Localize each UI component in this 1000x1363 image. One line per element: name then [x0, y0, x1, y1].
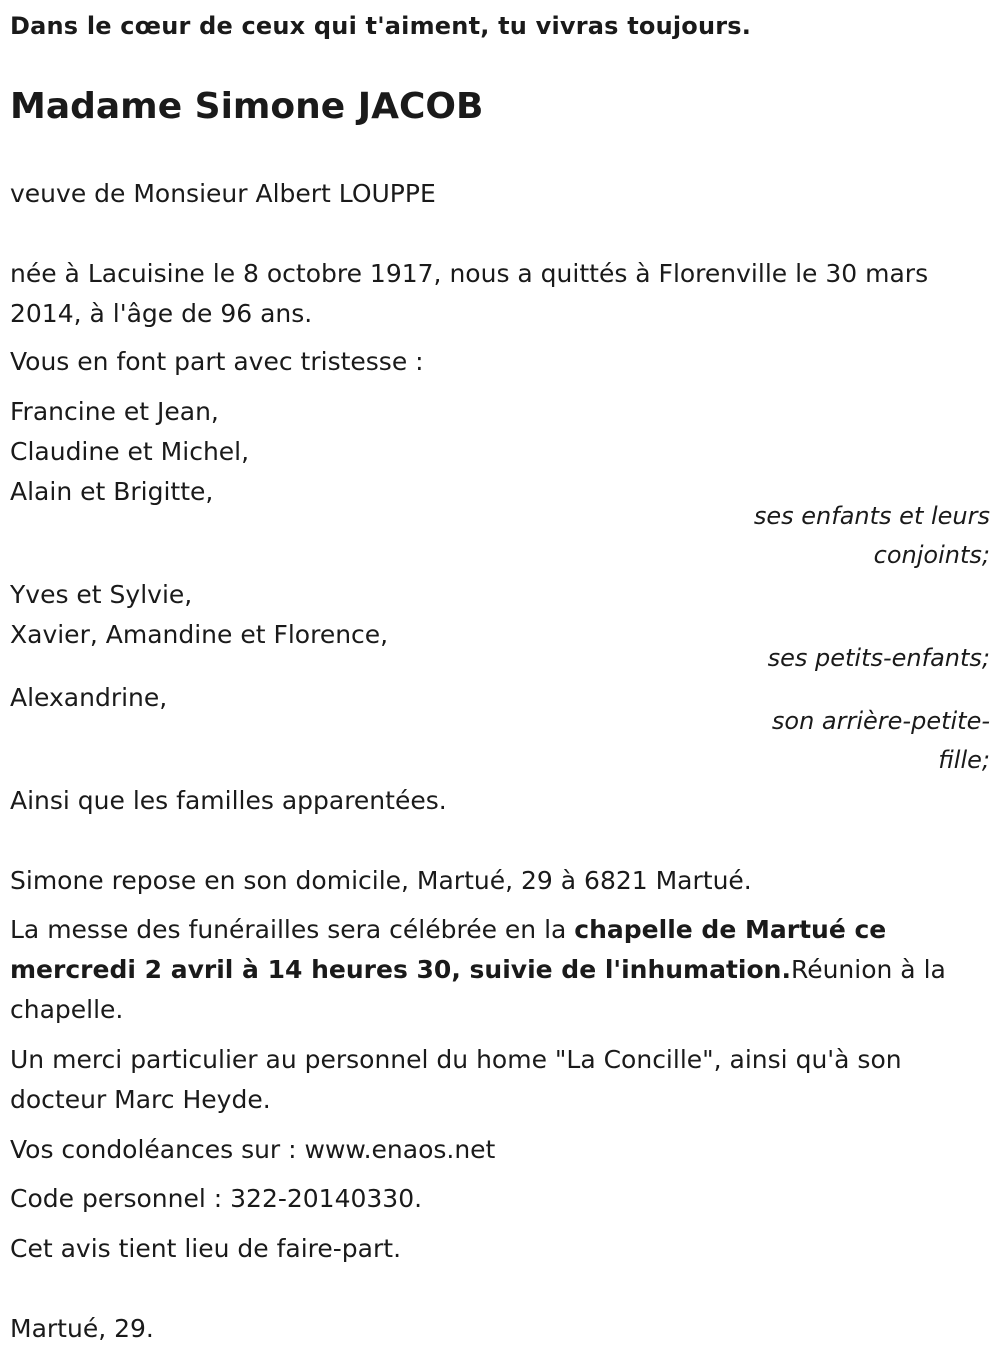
relation-line: fille; — [938, 746, 990, 774]
funeral-bold: chapelle de Martué ce — [574, 915, 887, 944]
grandchildren-relation: ses petits-enfants; — [767, 644, 990, 672]
list-item: Francine et Jean, — [10, 397, 219, 426]
deceased-name: Madame Simone JACOB — [10, 86, 484, 127]
children-relation — [730, 497, 990, 575]
code-line: Code personnel : 322-20140330. — [10, 1184, 423, 1213]
children-list — [10, 392, 990, 512]
epigraph: Dans le cœur de ceux qui t'aiment, tu vivras toujours. — [10, 12, 752, 40]
relation-line: conjoints; — [873, 541, 990, 569]
relation-line: son arrière-petite- — [771, 707, 990, 735]
list-item: Claudine et Michel, — [10, 437, 250, 466]
announcement: Vous en font part avec tristesse : — [10, 347, 424, 376]
list-item: Xavier, Amandine et Florence, — [10, 620, 389, 649]
great-grandchild-relation — [730, 702, 990, 780]
relation-line: ses enfants et leurs — [753, 502, 990, 530]
list-item: Alain et Brigitte, — [10, 477, 214, 506]
repose-line: Simone repose en son domicile, Martué, 29 à 6821 Martué. — [10, 866, 752, 895]
great-grandchild: Alexandrine, — [10, 683, 168, 712]
funeral-after: chapelle. — [10, 995, 124, 1024]
funeral-paragraph — [10, 910, 990, 1030]
birth-death-line: 2014, à l'âge de 96 ans. — [10, 299, 313, 328]
notice-line: Cet avis tient lieu de faire-part. — [10, 1234, 402, 1263]
spouse-line: veuve de Monsieur Albert LOUPPE — [10, 179, 436, 208]
thanks-paragraph — [10, 1040, 990, 1120]
birth-death-line: née à Lacuisine le 8 octobre 1917, nous a quittés à Florenville le 30 mars — [10, 259, 929, 288]
funeral-after: Réunion à la — [790, 955, 946, 984]
funeral-bold: mercredi 2 avril à 14 heures 30, suivie de l'inhumation. — [10, 955, 791, 984]
address-line: Martué, 29. — [10, 1314, 154, 1343]
birth-death-paragraph — [10, 254, 990, 334]
thanks-line: Un merci particulier au personnel du home "La Concille", ainsi qu'à son — [10, 1045, 902, 1074]
condolences-line: Vos condoléances sur : www.enaos.net — [10, 1135, 496, 1164]
families-line: Ainsi que les familles apparentées. — [10, 786, 447, 815]
thanks-line: docteur Marc Heyde. — [10, 1085, 271, 1114]
list-item: Yves et Sylvie, — [10, 580, 193, 609]
funeral-intro: La messe des funérailles sera célébrée en la — [10, 915, 575, 944]
